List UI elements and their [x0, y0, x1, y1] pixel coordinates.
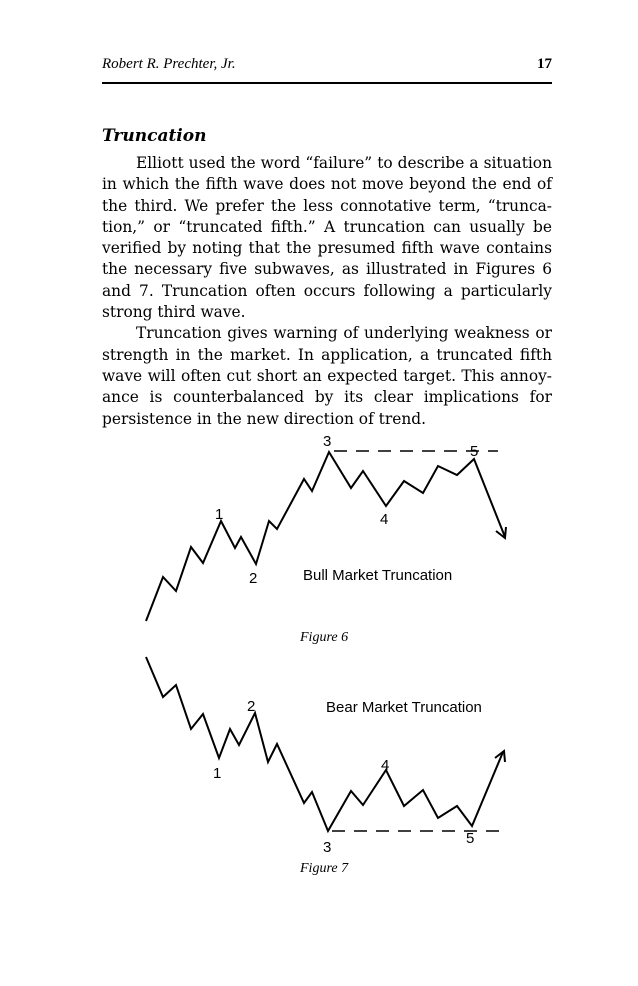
- figure-6-diagram: [146, 433, 506, 621]
- bear-wave-label-1: 1: [213, 765, 222, 782]
- figure-7-caption: Figure 7: [300, 861, 349, 876]
- section-title: Truncation: [102, 126, 207, 146]
- paragraph-2: Truncation gives warning of underlying weakness or strength in the market. In application, a truncated fifth wave will often cut short an expected target. This annoyance is counterbalanced by its clear implications for persistence in the new direction of trend.: [102, 324, 552, 428]
- bull-wave-label-3: 3: [323, 433, 332, 450]
- figure-6-caption: Figure 6: [300, 630, 349, 645]
- figure-7-diagram: [146, 657, 505, 856]
- bull-wave-line: [146, 452, 505, 621]
- bull-wave-label-2: 2: [249, 570, 258, 587]
- bear-wave-label-5: 5: [466, 830, 475, 847]
- bear-wave-label-4: 4: [381, 757, 390, 774]
- bull-wave-label-5: 5: [470, 443, 479, 460]
- bull-figure-title: Bull Market Truncation: [303, 567, 453, 584]
- paragraph-1: Elliott used the word “failure” to describe a situation in which the fifth wave does not move beyond the end of the third. We prefer the less connotative term, “truncation,” or “truncated fifth.” A truncation can usually be verified by noting that the presumed fifth wave contains the necessary five subwaves, as illustrated in Figures 6 and 7. Truncation often occurs following a particularly strong third wave.: [102, 154, 552, 322]
- bear-wave-label-2: 2: [247, 698, 256, 715]
- bear-figure-title: Bear Market Truncation: [326, 699, 482, 716]
- page-number: 17: [537, 56, 552, 72]
- bull-wave-label-4: 4: [380, 511, 389, 528]
- bear-wave-line: [146, 657, 503, 831]
- author-running-head: Robert R. Prechter, Jr.: [102, 56, 236, 72]
- bear-wave-label-3: 3: [323, 839, 332, 856]
- bull-wave-label-1: 1: [215, 506, 224, 523]
